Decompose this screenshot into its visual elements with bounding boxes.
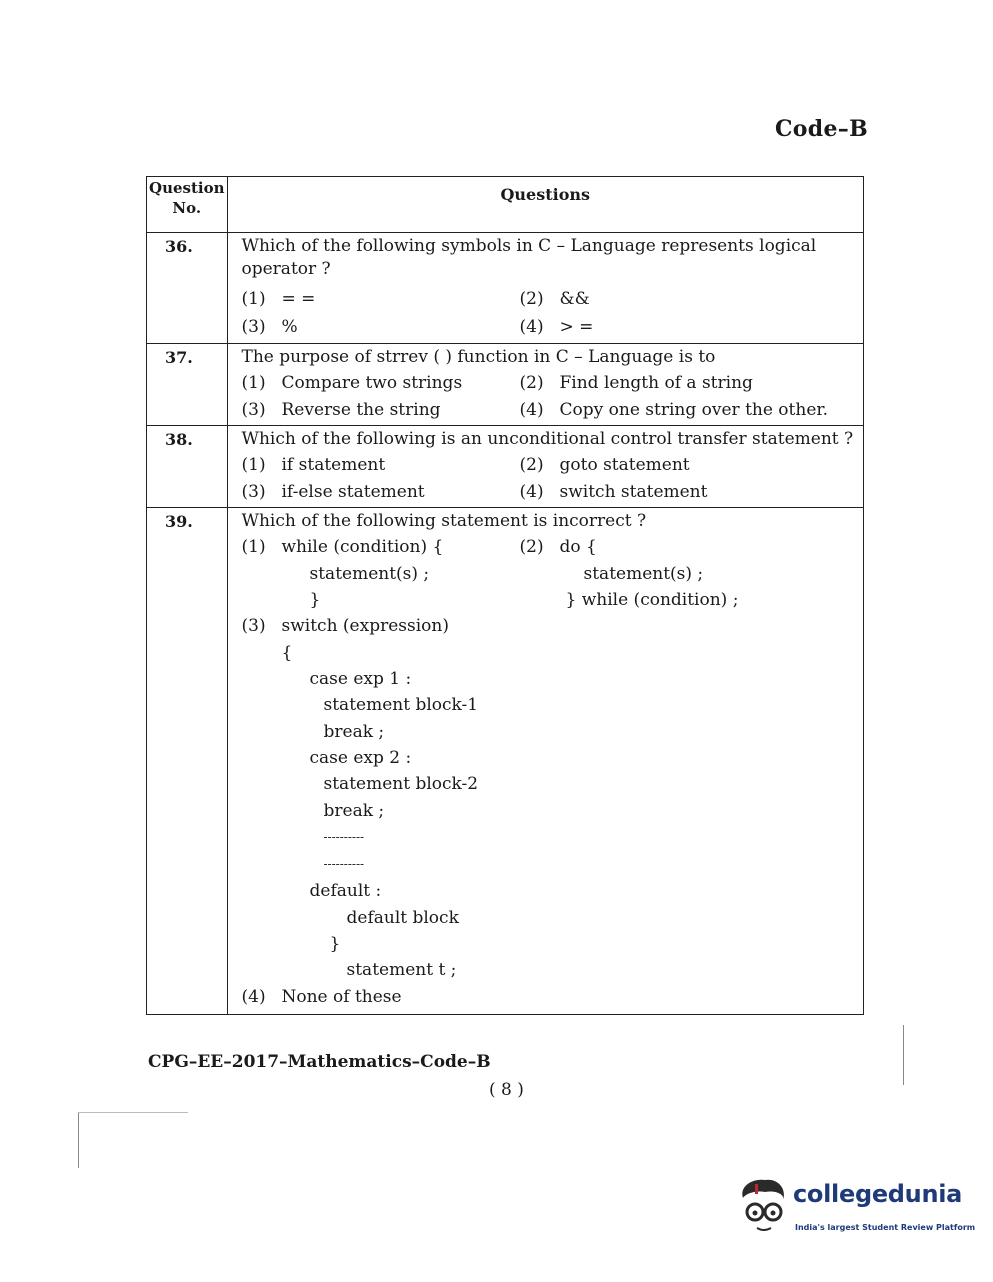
question-number: 37.	[147, 343, 228, 425]
question-number: 39.	[147, 508, 228, 1015]
option-4: (4) Copy one string over the other.	[519, 399, 829, 420]
question-row-37	[147, 343, 864, 425]
question-row-39	[147, 508, 864, 1015]
option-1: (1) = =	[241, 288, 316, 309]
option-2: (2) Find length of a string	[519, 373, 753, 394]
questions-table	[146, 176, 864, 1015]
brand-tagline: India's largest Student Review Platform	[795, 1223, 976, 1232]
brand-name: collegedunia	[793, 1180, 963, 1208]
scan-margin-line	[78, 1112, 79, 1168]
table-header-row	[147, 177, 864, 233]
option-2: (2) goto statement	[519, 455, 690, 476]
option-3: (3) switch (expression) { case exp 1 : statement block-1 break ; case exp 2 : statement block-2 break ; ---------- ---------- default : default block } statement t ;	[241, 616, 479, 981]
student-mascot-icon	[735, 1176, 791, 1236]
column-header-number: Question No.	[147, 177, 228, 233]
question-stem: Which of the following symbols in C – Language represents logical operator ?	[241, 236, 817, 279]
question-number: 38.	[147, 426, 228, 508]
option-4: (4) > =	[519, 316, 594, 337]
collegedunia-logo	[735, 1176, 976, 1246]
question-stem: Which of the following statement is incorrect ?	[241, 511, 647, 532]
question-stem: Which of the following is an unconditional control transfer statement ?	[241, 429, 854, 449]
option-3: (3) %	[241, 316, 298, 337]
option-3: (3) if-else statement	[241, 481, 425, 502]
column-header-questions: Questions	[227, 177, 864, 233]
option-1: (1) while (condition) { statement(s) ; }	[241, 537, 444, 611]
scan-margin-line	[903, 1025, 904, 1085]
paper-code: Code–B	[775, 116, 868, 142]
option-1: (1) if statement	[241, 455, 386, 476]
scan-margin-line	[78, 1112, 188, 1113]
paper-footer: CPG–EE–2017–Mathematics–Code–B	[148, 1052, 491, 1072]
question-row-36	[147, 233, 864, 344]
option-2: (2) &&	[519, 288, 590, 309]
question-row-38	[147, 426, 864, 508]
option-3: (3) Reverse the string	[241, 399, 441, 420]
question-stem: The purpose of strrev ( ) function in C – Language is to	[241, 346, 716, 367]
option-4: (4) switch statement	[519, 481, 708, 502]
page-number: ( 8 )	[489, 1080, 524, 1100]
option-1: (1) Compare two strings	[241, 373, 463, 394]
question-number: 36.	[147, 233, 228, 344]
option-4: (4) None of these	[241, 986, 402, 1007]
option-2: (2) do { statement(s) ; } while (condition) ;	[519, 537, 739, 611]
